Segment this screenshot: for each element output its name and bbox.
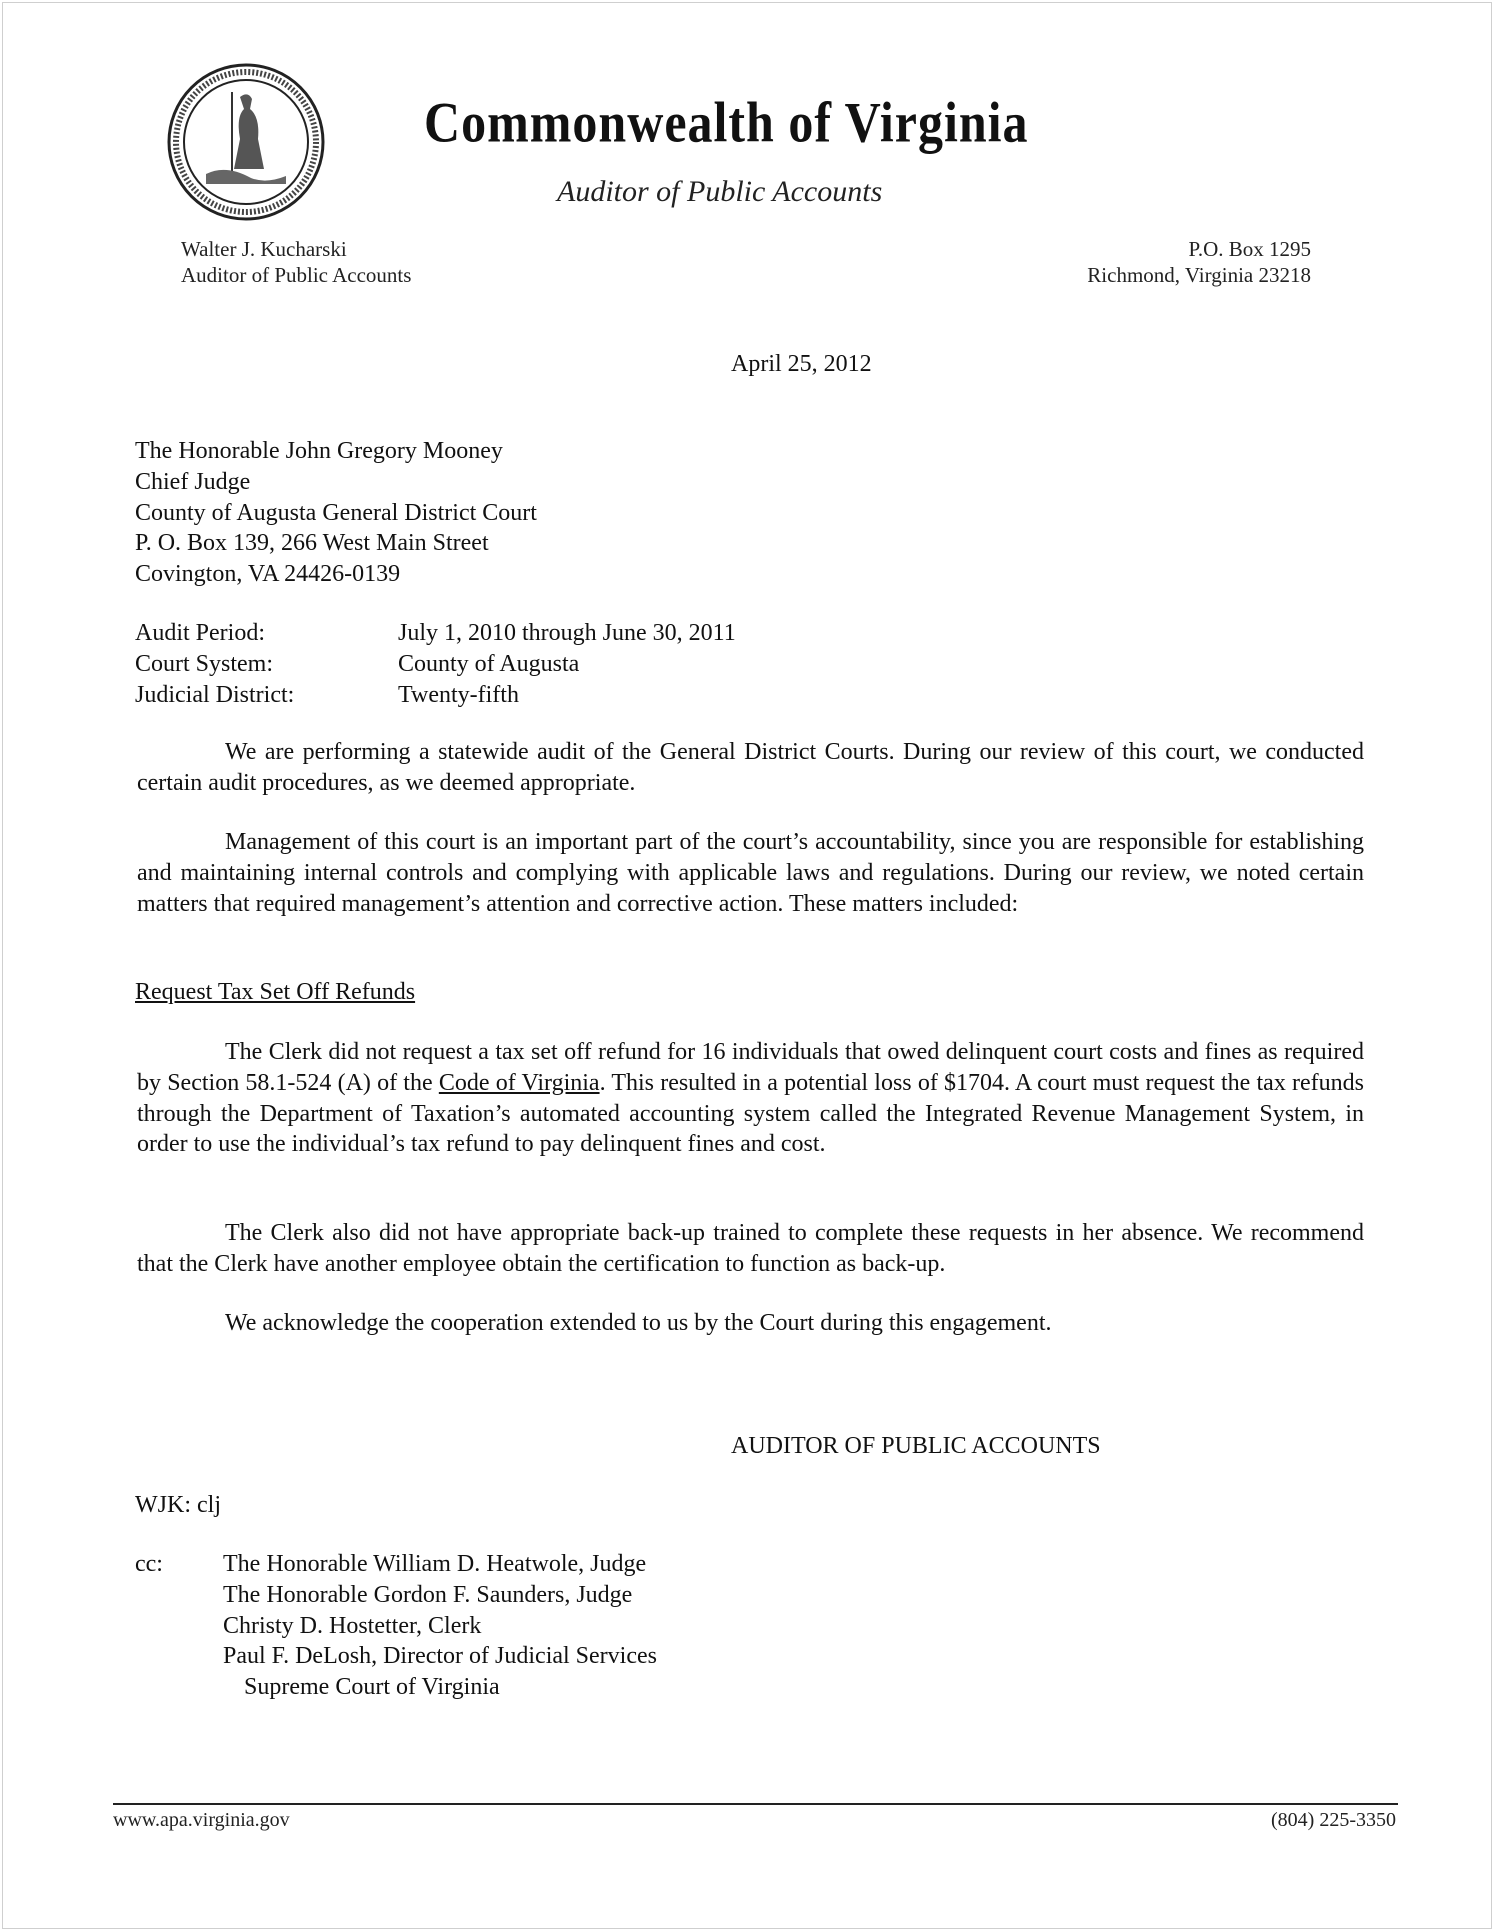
cc-item: Christy D. Hostetter, Clerk bbox=[223, 1612, 482, 1639]
address-line1: P.O. Box 1295 bbox=[1188, 237, 1311, 261]
paragraph-1 bbox=[137, 737, 1364, 799]
signature-block: AUDITOR OF PUBLIC ACCOUNTS bbox=[731, 1433, 1101, 1459]
recipient-line: Covington, VA 24426-0139 bbox=[135, 561, 401, 588]
cc-item: The Honorable Gordon F. Saunders, Judge bbox=[223, 1581, 633, 1608]
cc-label: cc: bbox=[135, 1551, 163, 1577]
paragraph-5 bbox=[137, 1308, 1364, 1339]
letterhead-subtitle: Auditor of Public Accounts bbox=[557, 175, 883, 208]
cc-item: Paul F. DeLosh, Director of Judicial Services bbox=[223, 1643, 657, 1670]
paragraph-4 bbox=[137, 1218, 1364, 1280]
sender-name: Walter J. Kucharski bbox=[181, 237, 347, 261]
recipient-line: P. O. Box 139, 266 West Main Street bbox=[135, 530, 489, 557]
detail-label: Court System: bbox=[135, 650, 274, 677]
paragraph-text: Management of this court is an important part of the court’s accountability, since you are responsible for establishing and maintaining internal controls and complying with applicable laws and regulations. During our review, we noted certain matters that required management’s attention and corrective action. These matters included: bbox=[137, 829, 1364, 917]
sender-block bbox=[181, 236, 411, 288]
detail-label: Audit Period: bbox=[135, 620, 265, 646]
cc-item: Supreme Court of Virginia bbox=[244, 1674, 500, 1701]
paragraph-text: The Clerk also did not have appropriate back-up trained to complete these requests in her absence. We recommend that the Clerk have another employee obtain the certification to function as back-up. bbox=[137, 1220, 1364, 1277]
footer-divider bbox=[113, 1803, 1398, 1805]
section-heading: Request Tax Set Off Refunds bbox=[135, 979, 416, 1005]
audit-details bbox=[135, 618, 736, 710]
detail-label: Judicial District: bbox=[135, 681, 295, 708]
detail-value: Twenty-fifth bbox=[398, 681, 519, 708]
recipient-line: The Honorable John Gregory Mooney bbox=[135, 438, 503, 464]
paragraph-text: We acknowledge the cooperation extended to us by the Court during this engagement. bbox=[225, 1310, 1052, 1336]
footer-phone: (804) 225-3350 bbox=[1271, 1809, 1396, 1831]
recipient-line: County of Augusta General District Court bbox=[135, 499, 537, 526]
sender-title: Auditor of Public Accounts bbox=[181, 263, 412, 287]
cc-list bbox=[223, 1549, 657, 1703]
paragraph-text: The Clerk did not request a tax set off refund for 16 individuals that owed delinquent court costs and fines as required by Section 58.1-524 (A) of the bbox=[137, 1039, 1364, 1096]
letter-date: April 25, 2012 bbox=[731, 351, 872, 377]
paragraph-text: . This resulted in a potential loss of $1704. A court must request the tax refunds through the Department of Taxation’s automated accounting system called the Integrated Revenue Management System, in order to use the individual’s tax refund to pay delinquent fines and cost. bbox=[137, 1069, 1365, 1158]
letter-page bbox=[2, 2, 1492, 1929]
detail-value: July 1, 2010 through June 30, 2011 bbox=[398, 620, 736, 646]
paragraph-2 bbox=[137, 827, 1364, 919]
letterhead-title: Commonwealth of Virginia bbox=[424, 89, 1029, 155]
detail-value: County of Augusta bbox=[398, 650, 580, 677]
cc-item: The Honorable William D. Heatwole, Judge bbox=[223, 1551, 647, 1577]
footer-website: www.apa.virginia.gov bbox=[113, 1809, 290, 1831]
recipient-address bbox=[135, 436, 537, 590]
paragraph-text: We are performing a statewide audit of the General District Courts. During our review of this court, we conducted certain audit procedures, as we deemed appropriate. bbox=[137, 739, 1364, 796]
code-of-virginia-reference: Code of Virginia bbox=[438, 1069, 600, 1096]
recipient-line: Chief Judge bbox=[135, 468, 251, 495]
sender-address bbox=[1087, 236, 1311, 288]
initials: WJK: clj bbox=[135, 1492, 221, 1518]
address-line2: Richmond, Virginia 23218 bbox=[1087, 263, 1311, 287]
virginia-seal-icon bbox=[166, 62, 326, 222]
paragraph-3 bbox=[137, 1037, 1364, 1160]
